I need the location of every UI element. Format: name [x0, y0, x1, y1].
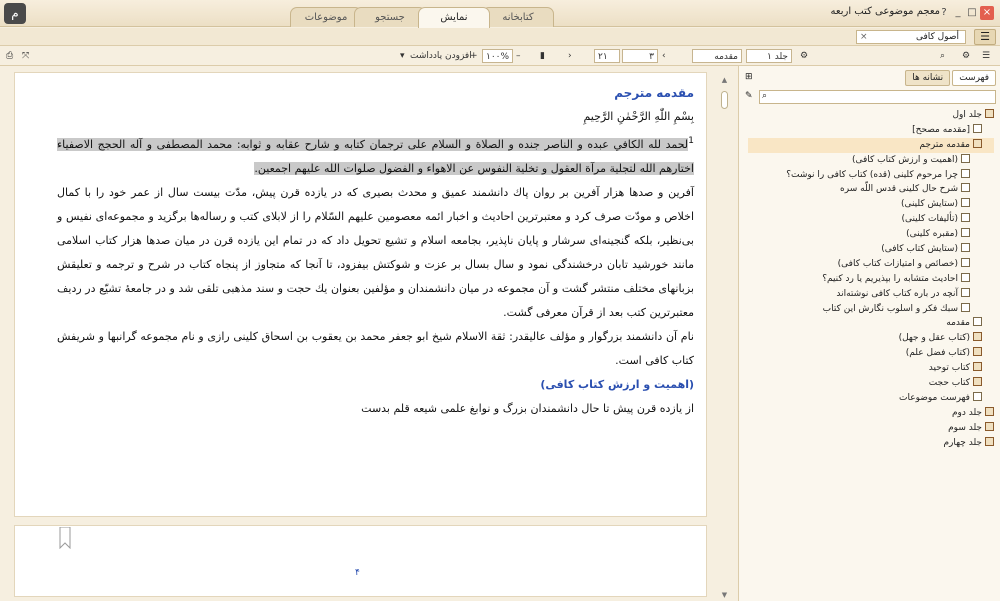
tree-item-label: (كتاب فضل علم) [905, 348, 970, 359]
page-icon [961, 273, 970, 282]
tab-search[interactable]: جستجو [354, 7, 426, 27]
tree-item[interactable] [748, 406, 994, 421]
book-bar [0, 28, 1000, 46]
tree-item-label: (اهميت و ارزش كتاب كافى) [851, 154, 958, 165]
bismillah-text: بِسْمِ اللّٰهِ الرَّحْمٰنِ الرَّحِيمِ [583, 110, 694, 123]
tree-item[interactable] [748, 361, 994, 376]
tree-item-label: فهرست موضوعات [898, 392, 970, 403]
tree-item[interactable] [748, 391, 994, 406]
tree-item-label: (ستايش كلينى) [900, 199, 958, 210]
paragraph-3: نام آن دانشمند بزرگوار و مؤلف عاليقدر: ثقة الاسلام شيخ ابو جعفر محمد بن يعقوب بن اسحاق كلينى رازى و نام مجموعه گرانبها و شريفش كتاب كافى است. [57, 329, 694, 367]
volume-select[interactable]: جلد ۱ [746, 49, 792, 63]
footnote-marker[interactable]: 1 [688, 135, 694, 146]
tree-item[interactable] [748, 212, 994, 227]
tree-item[interactable] [748, 257, 994, 272]
book-icon [985, 422, 994, 431]
collapse-icon[interactable]: ⊞ [745, 72, 753, 82]
print-icon[interactable]: ⎙ [6, 51, 14, 61]
tree-item-label: (كتاب عقل و جهل) [898, 333, 970, 344]
tree-item-label: جلد اول [952, 110, 982, 120]
page-icon [961, 198, 970, 207]
tree-item-label: جلد سوم [948, 422, 982, 433]
bookmark-icon[interactable] [59, 527, 71, 549]
tree-item[interactable] [748, 302, 994, 317]
page-icon [973, 124, 982, 133]
paragraph-2: آفرين و صدها هزار آفرين بر روان پاك دانشمند عميق و محدث بصيرى كه در يازده قرن پيش، مدّت بيست سال از عمر خود را با كمال اخلاص و مودّت صرف كرد و معتبرترين احاديث و اخبار ائمه معصومين عليهم السّلام را از لابلاى كتب و رساله‌ها برگزيد و مجموعه‌اى نفيس و بى‌نظير، بلكه گنجينه‌اى سرشار و پايان ناپذير، بجامعه اسلام و تشيع تحويل داد كه در تمام اين يازده قرن در ميان صدها هزار كتاب اسلامى مانند خورشيد تابان درخشندگى نمود و سال بسال بر عزت و شوكتش بيفزود، تا آنجا كه متجاوز از پنجاه كتاب در شرح و ترجمه و تعليقش بزبانهاى مختلف منتشر گشت و آن مجموعه در ميان دانشمندان و مؤلفين بعنوان يك حجت و سند مذهبى تلقى شد و در جامعهٔ تشيّع در رديف معتبرترين كتب بعد از قرآن معرفى گشت. [57, 185, 694, 319]
tree-item[interactable] [748, 182, 994, 197]
scroll-up-icon[interactable]: ▲ [721, 76, 728, 84]
book-icon [985, 407, 994, 416]
tree-item-label: چرا مرحوم كلينى (قده) كتاب كافى را نوشت؟ [786, 169, 958, 180]
next-page-icon[interactable]: › [568, 51, 572, 61]
zoom-level[interactable]: ۱۰۰% [482, 49, 513, 63]
tree-item[interactable] [748, 153, 994, 168]
settings-icon[interactable]: ⚙ [800, 51, 809, 61]
tree-item[interactable] [748, 331, 994, 346]
tree-item-label: آنچه در باره كتاب كافى نوشته‌اند [836, 288, 958, 299]
tree-item[interactable] [748, 108, 994, 123]
fullscreen-icon[interactable]: ⤧ [22, 51, 30, 61]
close-icon[interactable]: × [980, 6, 994, 20]
section-heading: مقدمه مترجم [614, 86, 694, 100]
title-bar [0, 0, 1000, 27]
page-input[interactable]: ۳ [622, 49, 658, 63]
tree-item[interactable] [748, 436, 994, 451]
right-panel [738, 66, 1000, 601]
gear-icon[interactable]: ⚙ [962, 51, 971, 61]
maximize-icon[interactable]: □ [967, 7, 977, 18]
search-icon[interactable]: ⌕ [940, 51, 946, 61]
book-name: أصول کافی [915, 32, 959, 42]
page-icon [961, 243, 970, 252]
page-icon [961, 213, 970, 222]
page-icon [973, 392, 982, 401]
search-icon: ⌕ [762, 91, 768, 101]
tree-item-label: مقدمه [946, 318, 970, 329]
page-icon [961, 288, 970, 297]
subheading: (اهميت و ارزش كتاب كافى) [540, 377, 694, 391]
tree-item-label: احاديث متشابه را بپذيريم يا رد كنيم؟ [822, 273, 958, 284]
tree-item-label: جلد دوم [951, 407, 982, 418]
tree-item-label: سبك فكر و اسلوب نگارش اين كتاب [822, 303, 958, 314]
index-tree [748, 108, 994, 450]
page-icon [961, 258, 970, 267]
page-number: ۴ [355, 568, 360, 578]
expand-tree-icon[interactable]: ✎ [745, 91, 753, 101]
tree-item[interactable] [748, 316, 994, 331]
page-icon [961, 303, 970, 312]
help-icon[interactable]: ? [941, 7, 947, 18]
tree-item-label: مقدمه مترجم [919, 139, 970, 150]
tree-item[interactable] [748, 376, 994, 391]
tree-item-label: [مقدمه مصحح] [912, 124, 970, 135]
tree-item[interactable] [748, 197, 994, 212]
book-icon [985, 437, 994, 446]
book-icon [973, 332, 982, 341]
paragraph-4: از يازده قرن پيش تا حال دانشمندان بزرگ و نوابغ علمى شيعه قلم بدست [361, 401, 694, 415]
tab-topics[interactable]: موضوعات [290, 7, 362, 27]
book-icon [973, 362, 982, 371]
tree-item-label: جلد چهارم [943, 437, 982, 448]
zoom-out-button[interactable]: – [516, 51, 521, 61]
tree-item[interactable] [748, 123, 994, 138]
page-icon [973, 317, 982, 326]
tree-item-label: كتاب حجت [928, 378, 970, 389]
vertical-scrollbar[interactable] [720, 76, 729, 599]
paragraph-1 [57, 129, 694, 181]
main-tabs [290, 7, 546, 27]
book-icon [973, 347, 982, 356]
zoom-in-button[interactable]: + [470, 51, 478, 61]
tab-bookmarks[interactable]: نشانه ها [905, 70, 950, 86]
book-icon [973, 377, 982, 386]
tab-index[interactable]: فهرست [952, 70, 996, 86]
index-search-input[interactable] [759, 90, 996, 104]
tree-item-label: (خصائص و امتيازات كتاب كافى) [837, 258, 958, 269]
minimize-icon[interactable]: _ [955, 7, 961, 18]
add-note-button[interactable]: افزودن یادداشت [410, 51, 472, 61]
tree-item[interactable] [748, 421, 994, 436]
window-controls [938, 6, 994, 20]
panel-tabs [905, 70, 996, 86]
app-logo: م [4, 3, 26, 24]
page-footer [14, 525, 707, 597]
window-title: معجم موضوعی کتب اربعه [830, 6, 940, 17]
section-select[interactable]: مقدمه [692, 49, 742, 63]
close-book-icon[interactable]: × [860, 32, 868, 42]
highlighted-text: لحمد لله الكافي عبده و الناصر جنده و الصلاة و السلام على ترجمان كتابه و شارح عقابه و ثوابه: محمد المصطفى و آله الحجج الاصفياء [57, 137, 689, 151]
tree-item[interactable] [748, 346, 994, 361]
scroll-thumb[interactable] [721, 91, 728, 109]
tab-view[interactable]: نمایش [418, 7, 490, 28]
book-icon [973, 139, 982, 148]
page-icon [961, 169, 970, 178]
tree-item[interactable] [748, 138, 994, 153]
tree-item[interactable] [748, 227, 994, 242]
toolbar [0, 46, 1000, 66]
tree-item-label: شرح حال كلينى قدس اللّه سره [840, 184, 958, 195]
tree-item[interactable] [748, 272, 994, 287]
tab-library[interactable]: کتابخانه [482, 7, 554, 27]
bookmark-add-icon[interactable]: ▾ [400, 51, 405, 61]
tree-item-label: (ستايش كتاب كافى) [881, 244, 958, 255]
tree-item-label: (تأليفات كلينى) [901, 214, 958, 225]
tree-item[interactable] [748, 242, 994, 257]
scroll-down-icon[interactable]: ▼ [721, 591, 728, 599]
list-icon[interactable]: ☰ [982, 51, 991, 61]
prev-page-icon[interactable]: ‹ [662, 51, 666, 61]
open-book-tab[interactable] [856, 30, 966, 44]
book-icon [985, 109, 994, 118]
tree-item[interactable] [748, 168, 994, 183]
page-icon [961, 228, 970, 237]
zoom-slider[interactable]: ▮ [540, 51, 545, 61]
total-pages: ۲۱ [594, 49, 620, 63]
highlighted-text-2: اختارهم الله لتجلية مرآة العقول و تخلية النفوس عن الاهواء و الفضول صلوات الله عليهم اجمعين. [254, 161, 694, 175]
page-content [57, 81, 694, 421]
tree-item[interactable] [748, 287, 994, 302]
tree-item-label: (مقبره كلينى) [906, 229, 958, 240]
tree-item-label: كتاب توحيد [928, 363, 970, 374]
page-icon [961, 183, 970, 192]
document-page [14, 72, 707, 517]
page-icon [961, 154, 970, 163]
menu-icon[interactable]: ☰ [974, 29, 996, 45]
